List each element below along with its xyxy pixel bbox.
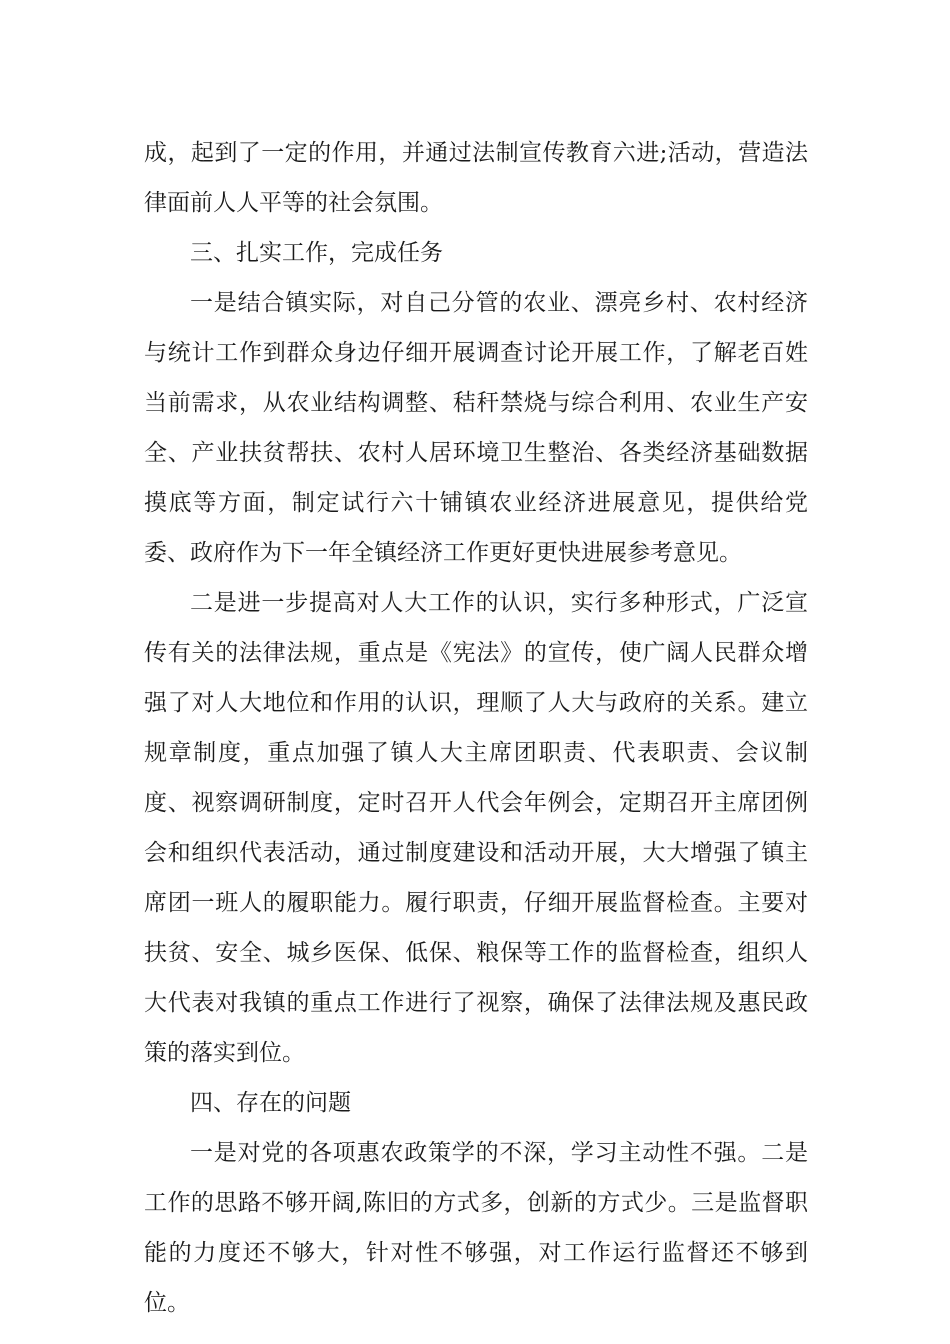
paragraph-agriculture: 一是结合镇实际，对自己分管的农业、漂亮乡村、农村经济与统计工作到群众身边仔细开展调查讨论开展工作，了解老百姓当前需求，从农业结构调整、秸秆禁烧与综合利用、农业生产安全、产业扶贫帮扶、农村人居环境卫生整治、各类经济基础数据摸底等方面，制定试行六十铺镇农业经济进展意见，提供给党委、政府作为下一年全镇经济工作更好更快进展参考意见。 xyxy=(144,290,808,566)
paragraph-continuation: 成，起到了一定的作用，并通过法制宣传教育六进;活动，营造法律面前人人平等的社会氛围。 xyxy=(144,140,808,216)
section-heading-3: 三、扎实工作，完成任务 xyxy=(190,240,443,266)
document-body xyxy=(144,128,808,1328)
paragraph-problems: 一是对党的各项惠农政策学的不深，学习主动性不强。二是工作的思路不够开阔,陈旧的方式多，创新的方式少。三是监督职能的力度还不够大，针对性不够强，对工作运行监督还不够到位。 xyxy=(144,1140,808,1316)
section-heading-4: 四、存在的问题 xyxy=(190,1090,351,1116)
paragraph-npc-work: 二是进一步提高对人大工作的认识，实行多种形式，广泛宣传有关的法律法规，重点是《宪法》的宣传，使广阔人民群众增强了对人大地位和作用的认识，理顺了人大与政府的关系。建立规章制度，重点加强了镇人大主席团职责、代表职责、会议制度、视察调研制度，定时召开人代会年例会，定期召开主席团例会和组织代表活动，通过制度建设和活动开展，大大增强了镇主席团一班人的履职能力。履行职责，仔细开展监督检查。主要对扶贫、安全、城乡医保、低保、粮保等工作的监督检查，组织人大代表对我镇的重点工作进行了视察，确保了法律法规及惠民政策的落实到位。 xyxy=(144,590,808,1066)
